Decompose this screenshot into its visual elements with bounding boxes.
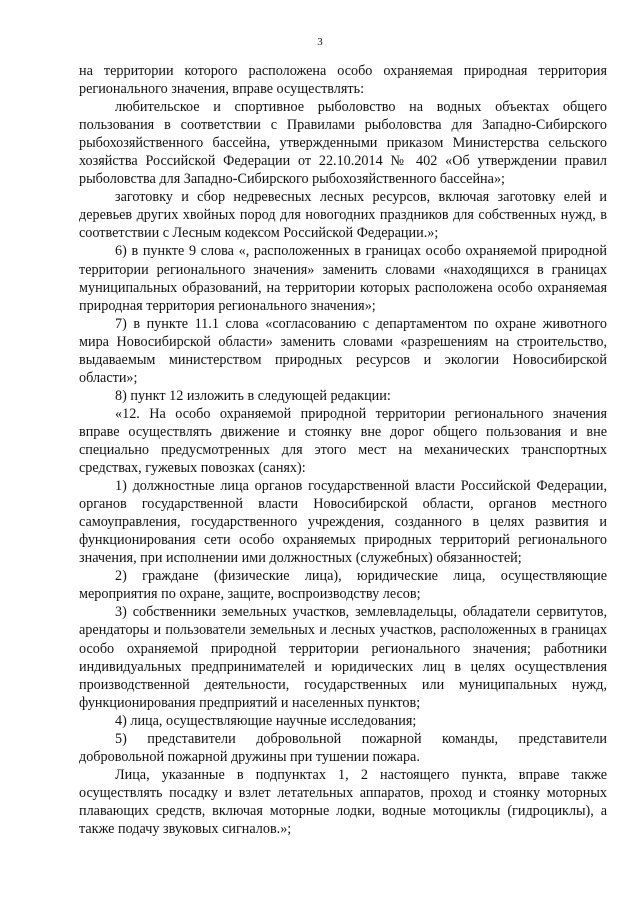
paragraph: 6) в пункте 9 слова «, расположенных в границах особо охраняемой природной территории регионального значения» заменить словами «находящихся в границах муниципальных образований, на территории которых расположена особо охраняемая природная территория регионального значения»; <box>79 243 607 314</box>
document-body <box>79 62 607 838</box>
paragraph: 3) собственники земельных участков, землевладельцы, обладатели сервитутов, арендаторы и пользователи земельных и лесных участков, расположенных в границах особо охраняемой природной территории регионального значения; работники индивидуальных предпринимателей и юридических лиц в целях осуществления производственной деятельности, государственных или муниципальных нужд, функционирования предприятий и населенных пунктов; <box>79 604 607 711</box>
paragraph: 4) лица, осуществляющие научные исследования; <box>115 712 417 729</box>
page-number: 3 <box>317 36 323 48</box>
paragraph: 8) пункт 12 изложить в следующей редакции: <box>115 387 391 404</box>
paragraph: Лица, указанные в подпунктах 1, 2 настоящего пункта, вправе также осуществлять посадку и взлет летательных аппаратов, проход и стоянку моторных плавающих средств, включая моторные лодки, водные мотоциклы (гидроциклы), а также подачу звуковых сигналов.»; <box>79 766 607 837</box>
paragraph: 1) должностные лица органов государственной власти Российской Федерации, органов государственной власти Новосибирской области, органов местного самоуправления, государственного учреждения, созданного в целях развития и функционирования сети особо охраняемых природных территорий регионального значения, при исполнении ими должностных (служебных) обязанностей; <box>79 478 607 567</box>
paragraph: 5) представители добровольной пожарной команды, представители добровольной пожарной дружины при тушении пожара. <box>79 730 607 765</box>
paragraph: любительское и спортивное рыболовство на водных объектах общего пользования в соответствии с Правилами рыболовства для Западно-Сибирского рыбохозяйственного бассейна, утвержденными приказом Министерства сельского хозяйства Российской Федерации от 22.10.2014 № 402 «Об утверждении правил рыболовства для Западно-Сибирского рыбохозяйственного бассейна»; <box>79 99 607 188</box>
paragraph: заготовку и сбор недревесных лесных ресурсов, включая заготовку елей и деревьев других хвойных пород для новогодних праздников для собственных нужд, в соответствии с Лесным кодексом Российской Федерации.»; <box>79 189 607 242</box>
paragraph: «12. На особо охраняемой природной территории регионального значения вправе осуществлять движение и стоянку вне дорог общего пользования и вне специально предусмотренных для этого мест на механических транспортных средствах, гужевых повозках (санях): <box>79 405 607 477</box>
paragraph: на территории которого расположена особо охраняемая природная территория регионального значения, вправе осуществлять: <box>79 63 607 98</box>
paragraph: 2) граждане (физические лица), юридические лица, осуществляющие мероприятия по охране, защите, воспроизводству лесов; <box>79 568 607 603</box>
paragraph: 7) в пункте 11.1 слова «согласованию с департаментом по охране животного мира Новосибирской области» заменить словами «разрешениям на строительство, выдаваемым министерством природных ресурсов и экологии Новосибирской области»; <box>79 315 607 386</box>
